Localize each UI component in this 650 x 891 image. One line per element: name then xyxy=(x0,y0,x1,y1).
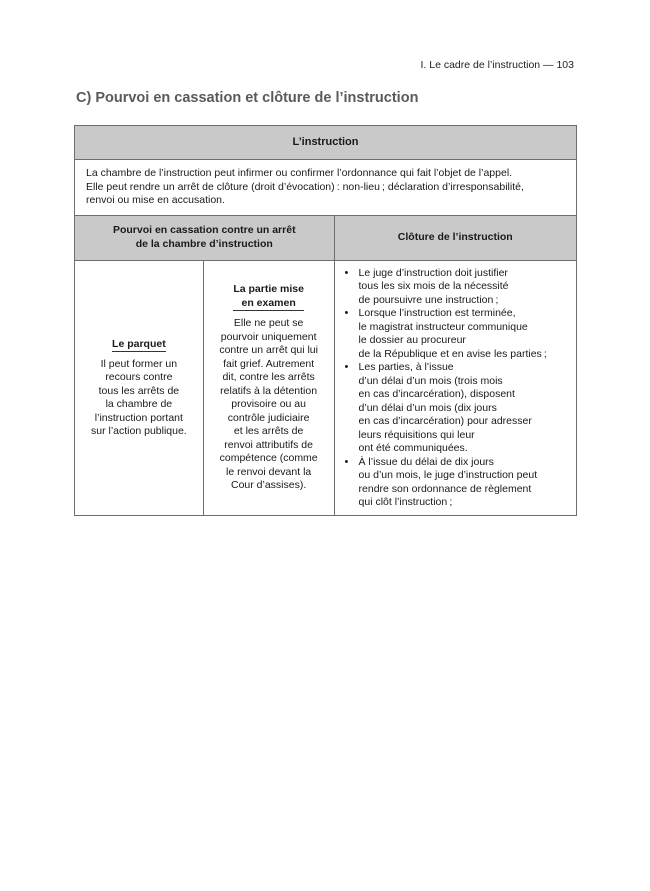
partie-line: contrôle judiciaire xyxy=(227,411,310,424)
closure-line: qui clôt l’instruction ; xyxy=(358,496,453,508)
closure-line: de poursuivre une instruction ; xyxy=(358,293,499,306)
table-intro xyxy=(75,160,577,216)
closure-line: en cas d’incarcération), disposent xyxy=(358,388,515,400)
list-item xyxy=(343,456,570,510)
appeal-header-line: de la chambre d’instruction xyxy=(135,237,273,250)
intro-line: Elle peut rendre un arrêt de clôture (droit d’évocation) : non-lieu ; déclaration d’irresponsabilité, xyxy=(86,180,524,193)
closure-line: Le juge d’instruction doit justifier xyxy=(358,266,508,279)
list-item xyxy=(343,361,570,456)
partie-title-line: La partie mise xyxy=(233,283,304,296)
partie-line: renvoi attributifs de xyxy=(224,438,313,451)
partie-line: fait grief. Autrement xyxy=(223,357,315,370)
parquet-line: sur l’action publique. xyxy=(91,425,187,437)
partie-line: Cour d’assises). xyxy=(230,479,307,492)
partie-line: pourvoir uniquement xyxy=(220,330,317,343)
closure-column-header: Clôture de l’instruction xyxy=(334,215,576,260)
table-title: L’instruction xyxy=(75,126,577,160)
closure-line: ou d’un mois, le juge d’instruction peut xyxy=(358,469,538,481)
partie-line: relatifs à la détention xyxy=(220,384,318,397)
partie-cell xyxy=(203,260,334,515)
running-header: I. Le cadre de l’instruction — 103 xyxy=(420,59,574,71)
closure-cell xyxy=(334,260,576,515)
closure-line: Lorsque l’instruction est terminée, xyxy=(358,307,516,319)
bullet-icon: • xyxy=(344,266,349,279)
parquet-line: recours contre xyxy=(105,371,173,383)
bullet-icon: • xyxy=(344,361,349,373)
closure-line: ont été communiquées. xyxy=(358,442,468,454)
parquet-line: Il peut former un xyxy=(100,357,178,370)
partie-line: contre un arrêt qui lui xyxy=(219,344,318,357)
partie-line: compétence (comme xyxy=(219,452,318,465)
closure-line: À l’issue du délai de dix jours xyxy=(358,455,494,468)
partie-line: le renvoi devant la xyxy=(226,465,312,478)
closure-line: d’un délai d’un mois (dix jours xyxy=(358,401,497,414)
closure-line: le dossier au procureur xyxy=(358,334,466,346)
partie-line: provisoire ou au xyxy=(231,398,306,411)
closure-line: d’un délai d’un mois (trois mois xyxy=(358,374,503,387)
intro-line: renvoi ou mise en accusation. xyxy=(86,194,225,206)
partie-line: Elle ne peut se xyxy=(233,317,304,330)
bullet-icon: • xyxy=(344,455,349,468)
section-title: C) Pourvoi en cassation et clôture de l’instruction xyxy=(76,90,419,106)
partie-line: dit, contre les arrêts xyxy=(222,371,315,384)
closure-line: leurs réquisitions qui leur xyxy=(358,428,475,441)
instruction-table xyxy=(74,125,577,516)
partie-title xyxy=(233,282,304,311)
closure-line: tous les six mois de la nécessité xyxy=(358,280,509,292)
parquet-line: tous les arrêts de xyxy=(98,384,180,397)
partie-title-line: en examen xyxy=(241,297,296,310)
closure-line: en cas d’incarcération) pour adresser xyxy=(358,415,532,427)
closure-line: Les parties, à l’issue xyxy=(358,361,454,373)
parquet-title: Le parquet xyxy=(112,337,166,350)
parquet-line: la chambre de xyxy=(105,398,173,410)
partie-line: et les arrêts de xyxy=(233,425,304,438)
appeal-column-header xyxy=(75,215,335,260)
closure-line: le magistrat instructeur communique xyxy=(358,320,528,333)
list-item xyxy=(343,307,570,361)
list-item xyxy=(343,267,570,308)
bullet-icon: • xyxy=(344,307,349,319)
parquet-cell xyxy=(75,260,204,515)
parquet-line: l’instruction portant xyxy=(94,411,183,424)
closure-line: de la République et en avise les parties ; xyxy=(358,347,547,360)
closure-list xyxy=(343,267,570,510)
appeal-header-line: Pourvoi en cassation contre un arrêt xyxy=(112,224,296,236)
intro-line: La chambre de l’instruction peut infirmer ou confirmer l’ordonnance qui fait l’objet de l’appel. xyxy=(86,167,513,179)
closure-line: rendre son ordonnance de règlement xyxy=(358,482,532,495)
